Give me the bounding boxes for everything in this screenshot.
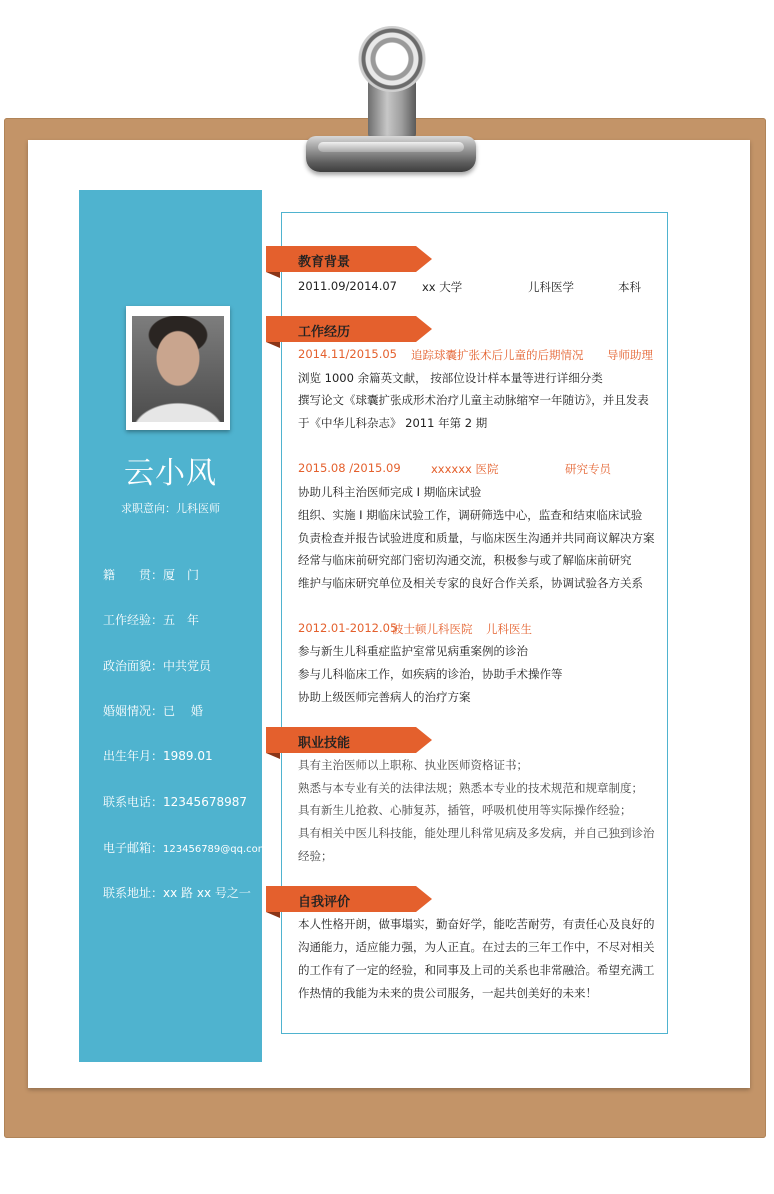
- info-experience: [103, 611, 199, 628]
- info-hometown: [103, 566, 199, 583]
- job-org: 波士顿儿科医院: [392, 622, 473, 636]
- section-header-self-eval: [266, 886, 434, 912]
- info-value: xx 路 xx 号之一: [163, 886, 251, 900]
- self-eval-line: 作热情的我能为未来的贵公司服务，一起共创美好的未来！: [298, 986, 597, 1000]
- profile-photo: [132, 316, 224, 422]
- job-period: 2014.11/2015.05: [298, 347, 397, 361]
- job-intent: 求职意向：儿科医师: [121, 502, 220, 515]
- info-label: 籍 贯：: [103, 568, 164, 582]
- section-title: 工作经历: [298, 325, 351, 340]
- skill-line: 经验；: [298, 849, 333, 863]
- info-marital: [103, 702, 203, 719]
- job-period: 2012.01-2012.05: [298, 621, 398, 635]
- clip-base-highlight: [318, 142, 464, 152]
- job-line: 协助上级医师完善病人的治疗方案: [298, 690, 471, 704]
- self-eval-line: 沟通能力，适应能力强，为人正直。在过去的三年工作中，不尽对相关: [298, 940, 655, 954]
- job-line: 维护与临床研究单位及相关专家的良好合作关系，协调试验各方关系: [298, 576, 643, 590]
- info-value: 厦 门: [163, 568, 200, 582]
- info-value: 12345678987: [163, 795, 247, 809]
- job-line: 协助儿科主治医师完成 I 期临床试验: [298, 485, 482, 499]
- skill-line: 具有主治医师以上职称、执业医师资格证书；: [298, 758, 528, 772]
- section-header-education: [266, 246, 434, 272]
- profile-photo-frame: [126, 306, 230, 430]
- section-header-skills: [266, 727, 434, 753]
- skill-line: 具有相关中医儿科技能，能处理儿科常见病及多发病，并自己独到诊治: [298, 826, 655, 840]
- info-label: 联系地址：: [103, 886, 164, 900]
- info-email: [103, 839, 268, 856]
- job-role: 研究专员: [565, 462, 611, 476]
- info-value: 已 婚: [163, 704, 203, 718]
- info-label: 婚姻情况：: [103, 704, 164, 718]
- job-line: 撰写论文《球囊扩张成形术治疗儿童主动脉缩窄一年随访》，并且发表: [298, 393, 649, 407]
- ribbon-fold: [266, 342, 280, 348]
- info-phone: [103, 793, 247, 810]
- clip-ring-icon: [358, 26, 426, 92]
- self-eval-line: 本人性格开朗，做事塌实，勤奋好学，能吃苦耐劳，有责任心及良好的: [298, 917, 655, 931]
- info-political: [103, 657, 211, 674]
- job-line: 参与新生儿科重症监护室常见病重案例的诊治: [298, 644, 528, 658]
- job-line: 于《中华儿科杂志》 2011 年第 2 期: [298, 416, 488, 430]
- job-line: 组织、实施 I 期临床试验工作，调研筛选中心，监查和结束临床试验: [298, 508, 643, 522]
- info-label: 出生年月：: [103, 749, 164, 763]
- edu-school: xx 大学: [422, 280, 463, 294]
- job-role: 导师助理: [607, 348, 653, 362]
- info-value: 123456789@qq.com: [163, 844, 268, 855]
- ribbon-arrow: [416, 886, 432, 912]
- edu-period: 2011.09/2014.07: [298, 279, 397, 293]
- skill-line: 熟悉与本专业有关的法律法规；熟悉本专业的技术规范和规章制度；: [298, 781, 643, 795]
- edu-degree: 本科: [618, 280, 641, 294]
- job-line: 负责检查并报告试验进度和质量，与临床医生沟通并共同商议解决方案: [298, 531, 655, 545]
- info-birth: [103, 747, 213, 764]
- ribbon-fold: [266, 753, 280, 759]
- job-period: 2015.08 /2015.09: [298, 461, 401, 475]
- ribbon-arrow: [416, 246, 432, 272]
- ribbon-fold: [266, 272, 280, 278]
- info-value: 中共党员: [163, 659, 212, 673]
- info-label: 政治面貌：: [103, 659, 164, 673]
- info-label: 工作经验：: [103, 613, 164, 627]
- job-line: 浏览 1000 余篇英文献， 按部位设计样本量等进行详细分类: [298, 371, 603, 385]
- ribbon-arrow: [416, 727, 432, 753]
- edu-major: 儿科医学: [528, 280, 574, 294]
- self-eval-line: 的工作有了一定的经验，和同事及上司的关系也非常融洽。希望充满工: [298, 963, 655, 977]
- job-role: 儿科医生: [486, 622, 532, 636]
- job-org: 追踪球囊扩张术后儿童的后期情况: [411, 348, 584, 362]
- job-line: 经常与临床前研究部门密切沟通交流，积极参与或了解临床前研究: [298, 553, 632, 567]
- info-value: 五 年: [163, 613, 200, 627]
- ribbon-arrow: [416, 316, 432, 342]
- job-org: xxxxxx 医院: [431, 462, 499, 476]
- section-title: 自我评价: [298, 895, 351, 910]
- section-title: 教育背景: [298, 255, 351, 270]
- info-address: [103, 884, 251, 901]
- info-label: 联系电话：: [103, 795, 164, 809]
- job-line: 参与儿科临床工作，如疾病的诊治，协助手术操作等: [298, 667, 563, 681]
- candidate-name: 云小风: [124, 456, 217, 491]
- section-header-work: [266, 316, 434, 342]
- info-value: 1989.01: [163, 749, 213, 763]
- section-title: 职业技能: [298, 736, 351, 751]
- ribbon-fold: [266, 912, 280, 918]
- info-label: 电子邮箱：: [103, 841, 164, 855]
- skill-line: 具有新生儿抢救、心肺复苏，插管，呼吸机使用等实际操作经验；: [298, 803, 632, 817]
